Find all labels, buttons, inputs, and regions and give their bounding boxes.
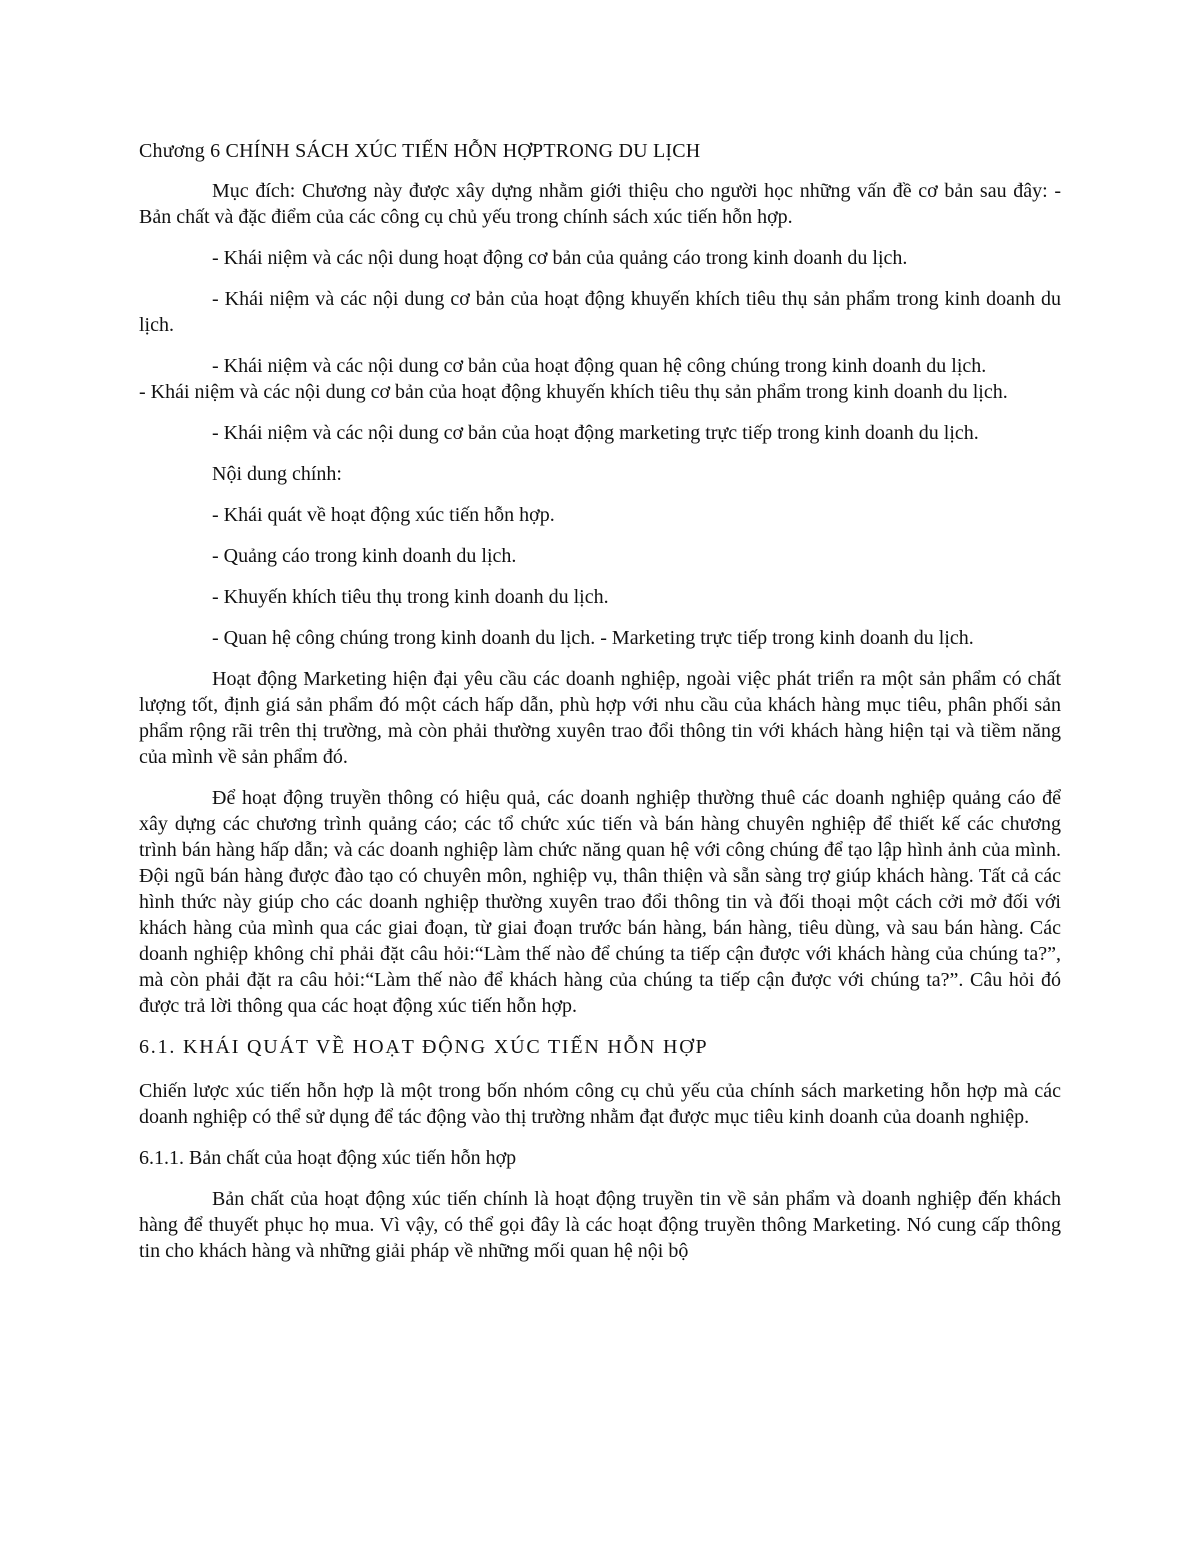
purpose-paragraph: Mục đích: Chương này được xây dựng nhằm giới thiệu cho người học những vấn đề cơ bản sau đây: - Bản chất và đặc điểm của các công cụ chủ yếu trong chính sách xúc tiến hỗn hợp. (139, 180, 1061, 228)
section-heading: 6.1. KHÁI QUÁT VỀ HOẠT ĐỘNG XÚC TIẾN HỖN HỢP (139, 1036, 709, 1058)
main-content-item: - Quảng cáo trong kinh doanh du lịch. (212, 545, 517, 567)
body-paragraph: Hoạt động Marketing hiện đại yêu cầu các doanh nghiệp, ngoài việc phát triển ra một sản phẩm có chất lượng tốt, định giá sản phẩm đó một cách hấp dẫn, phù hợp với nhu cầu của khách hàng mục tiêu, phân phối sản phẩm rộng rãi trên thị trường, mà còn phải thường xuyên trao đổi thông tin với khách hàng hiện tại và tiềm năng của mình về sản phẩm đó. (139, 668, 1061, 768)
subsection-paragraph: Bản chất của hoạt động xúc tiến chính là hoạt động truyền tin về sản phẩm và doanh nghiệp đến khách hàng để thuyết phục họ mua. Vì vậy, có thể gọi đây là các hoạt động truyền thông Marketing. Nó cung cấp thông tin cho khách hàng và những giải pháp về những mối quan hệ nội bộ (139, 1188, 1061, 1262)
main-content-heading: Nội dung chính: (212, 463, 342, 485)
objective-item: - Khái niệm và các nội dung cơ bản của hoạt động khuyến khích tiêu thụ sản phẩm trong kinh doanh du lịch. (139, 381, 1008, 403)
objective-item: - Khái niệm và các nội dung cơ bản của hoạt động marketing trực tiếp trong kinh doanh du lịch. (212, 422, 979, 444)
objective-item: - Khái niệm và các nội dung cơ bản của hoạt động khuyến khích tiêu thụ sản phẩm trong kinh doanh du lịch. (139, 288, 1061, 336)
body-paragraph: Để hoạt động truyền thông có hiệu quả, các doanh nghiệp thường thuê các doanh nghiệp quảng cáo để xây dựng các chương trình quảng cáo; các tổ chức xúc tiến và bán hàng chuyên nghiệp để thiết kế các chương trình bán hàng hấp dẫn; và các doanh nghiệp làm chức năng quan hệ với công chúng để tạo lập hình ảnh của mình. Đội ngũ bán hàng được đào tạo có chuyên môn, nghiệp vụ, thân thiện và sẵn sàng trợ giúp khách hàng. Tất cả các hình thức này giúp cho các doanh nghiệp thường xuyên trao đổi thông tin và đối thoại một cách cởi mở đối với khách hàng của mình qua các giai đoạn, từ giai đoạn trước bán hàng, bán hàng, tiêu dùng, và sau bán hàng. Các doanh nghiệp không chỉ phải đặt câu hỏi:“Làm thế nào để chúng ta tiếp cận được với khách hàng của chúng ta?”, mà còn phải đặt ra câu hỏi:“Làm thế nào để khách hàng của chúng ta tiếp cận được với chúng ta?”. Câu hỏi đó được trả lời thông qua các hoạt động xúc tiến hỗn hợp. (139, 787, 1061, 1017)
document-body (139, 138, 1061, 1279)
objective-item: - Khái niệm và các nội dung cơ bản của hoạt động quan hệ công chúng trong kinh doanh du lịch. (212, 355, 987, 377)
objective-item: - Khái niệm và các nội dung hoạt động cơ bản của quảng cáo trong kinh doanh du lịch. (212, 247, 908, 269)
chapter-title: Chương 6 CHÍNH SÁCH XÚC TIẾN HỖN HỢPTRONG DU LỊCH (139, 140, 701, 162)
main-content-item: - Khuyến khích tiêu thụ trong kinh doanh du lịch. (212, 586, 609, 608)
subsection-heading: 6.1.1. Bản chất của hoạt động xúc tiến hỗn hợp (139, 1147, 517, 1169)
main-content-item: - Khái quát về hoạt động xúc tiến hỗn hợp. (212, 504, 555, 526)
main-content-item: - Quan hệ công chúng trong kinh doanh du lịch. - Marketing trực tiếp trong kinh doanh du lịch. (212, 627, 974, 649)
section-paragraph: Chiến lược xúc tiến hỗn hợp là một trong bốn nhóm công cụ chủ yếu của chính sách marketing hỗn hợp mà các doanh nghiệp có thể sử dụng để tác động vào thị trường nhằm đạt được mục tiêu kinh doanh của doanh nghiệp. (139, 1080, 1061, 1128)
